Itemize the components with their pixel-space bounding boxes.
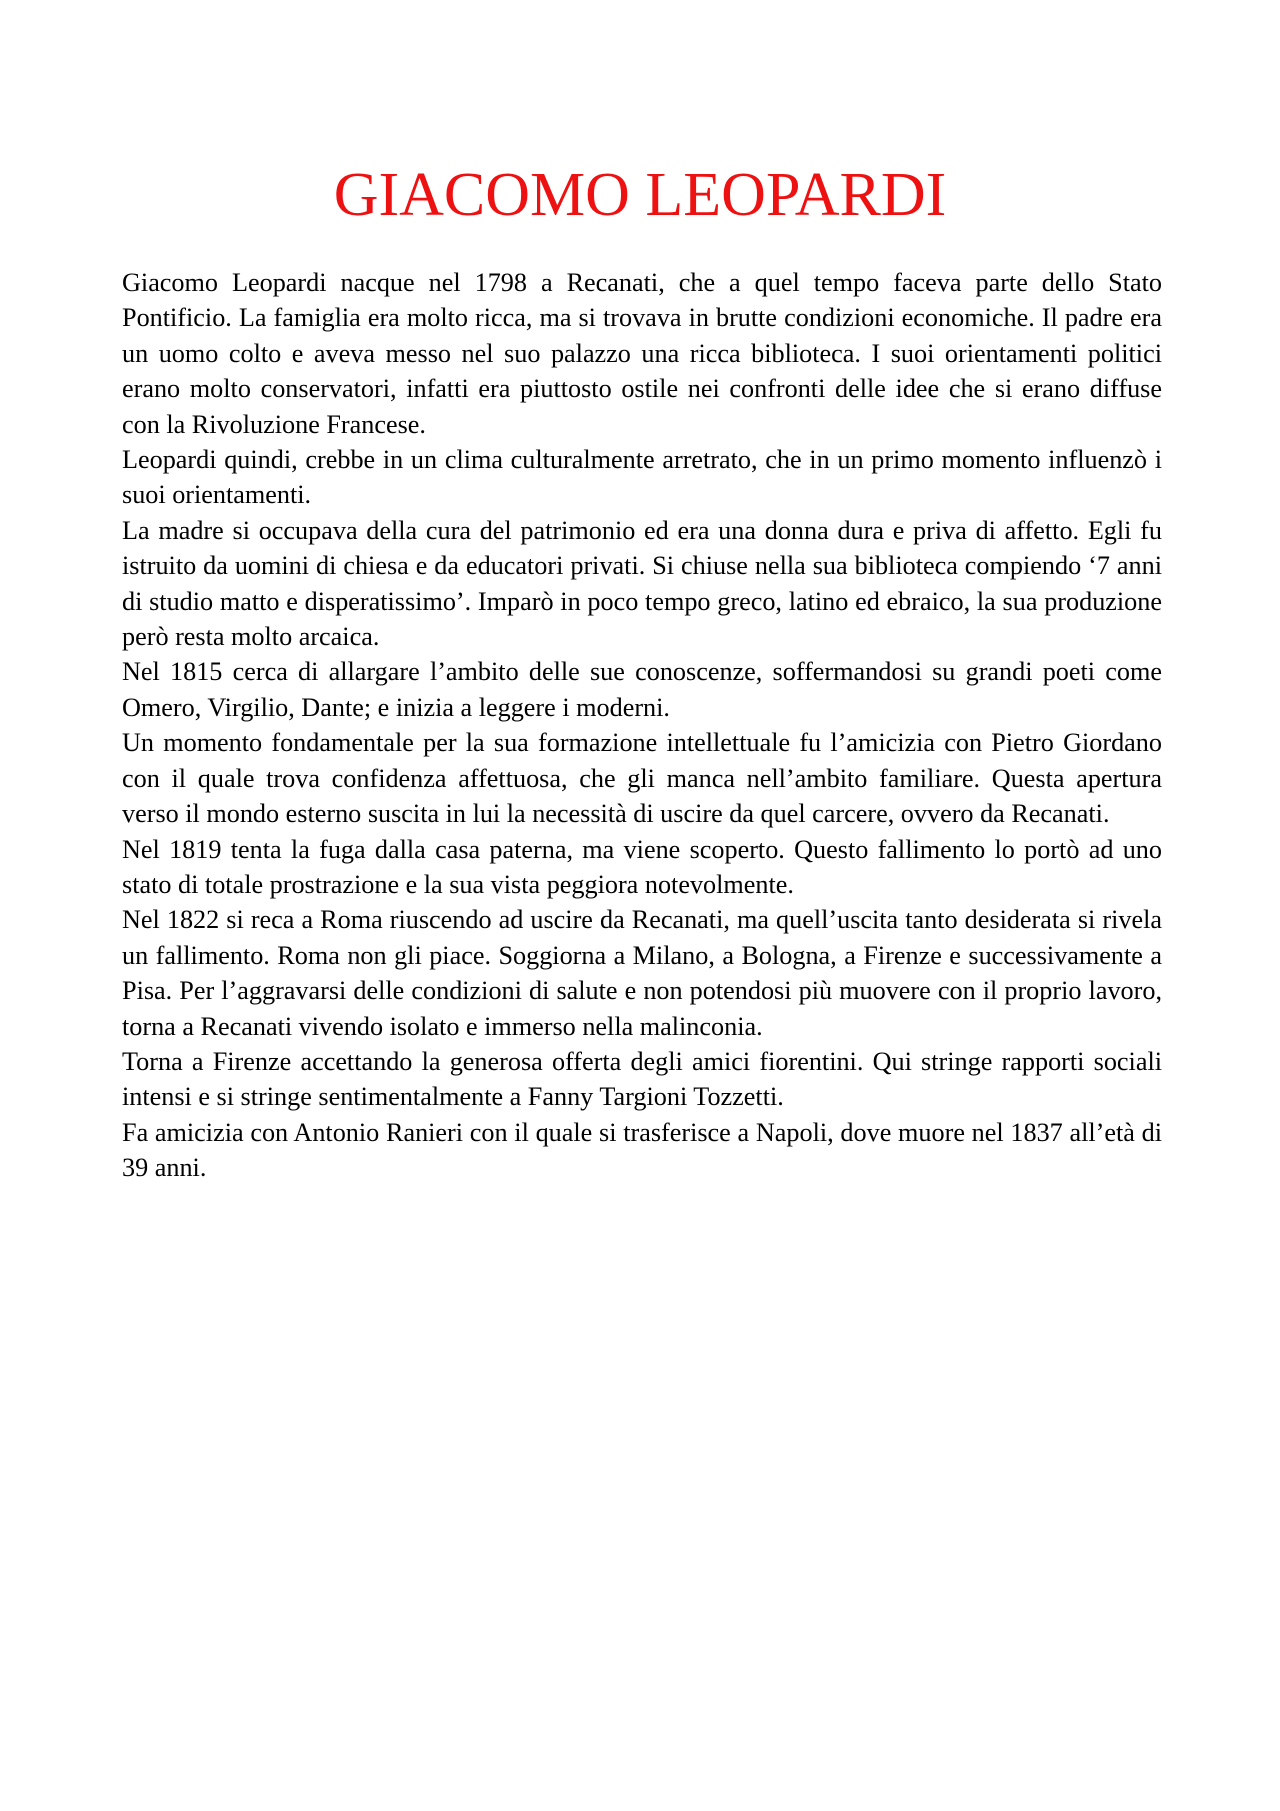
paragraph-9: Fa amicizia con Antonio Ranieri con il quale si trasferisce a Napoli, dove muore nel 1837 all’età di 39 anni.	[122, 1117, 1162, 1183]
paragraph-2: Leopardi quindi, crebbe in un clima culturalmente arretrato, che in un primo momento influenzò i suoi orientamenti.	[122, 445, 1162, 510]
paragraph-7: Nel 1822 si reca a Roma riuscendo ad uscire da Recanati, ma quell’uscita tanto desiderata si rivela un fallimento. Roma non gli piace. Soggiorna a Milano, a Bologna, a Firenze e successivamente a Pisa. Per l’aggravarsi delle condizioni di salute e non potendosi più muovere con il proprio lavoro, torna a Recanati vivendo isolato e immerso nella malinconia.	[122, 905, 1162, 1041]
paragraph-6: Nel 1819 tenta la fuga dalla casa paterna, ma viene scoperto. Questo fallimento lo portò ad uno stato di totale prostrazione e la sua vista peggiora notevolmente.	[122, 834, 1162, 899]
page-title: GIACOMO LEOPARDI	[333, 161, 947, 229]
body-text	[122, 265, 1162, 1186]
paragraph-1: Giacomo Leopardi nacque nel 1798 a Recanati, che a quel tempo faceva parte dello Stato Pontificio. La famiglia era molto ricca, ma si trovava in brutte condizioni economiche. Il padre era un uomo colto e aveva messo nel suo palazzo una ricca biblioteca. I suoi orientamenti politici erano molto conservatori, infatti era piuttosto ostile nei confronti delle idee che si erano diffuse con la Rivoluzione Francese.	[122, 268, 1162, 439]
paragraph-4: Nel 1815 cerca di allargare l’ambito delle sue conoscenze, soffermandosi su grandi poeti come Omero, Virgilio, Dante; e inizia a leggere i moderni.	[122, 657, 1162, 722]
paragraph-8: Torna a Firenze accettando la generosa offerta degli amici fiorentini. Qui stringe rapporti sociali intensi e si stringe sentimentalmente a Fanny Targioni Tozzetti.	[122, 1046, 1162, 1112]
paragraph-3: La madre si occupava della cura del patrimonio ed era una donna dura e priva di affetto. Egli fu istruito da uomini di chiesa e da educatori privati. Si chiuse nella sua biblioteca compiendo ‘7 anni di studio matto e disperatissimo’. Imparò in poco tempo greco, latino ed ebraico, la sua produzione però resta molto arcaica.	[122, 515, 1162, 652]
paragraph-5: Un momento fondamentale per la sua formazione intellettuale fu l’amicizia con Pietro Giordano con il quale trova confidenza affettuosa, che gli manca nell’ambito familiare. Questa apertura verso il mondo esterno suscita in lui la necessità di uscire da quel carcere, ovvero da Recanati.	[122, 728, 1162, 829]
